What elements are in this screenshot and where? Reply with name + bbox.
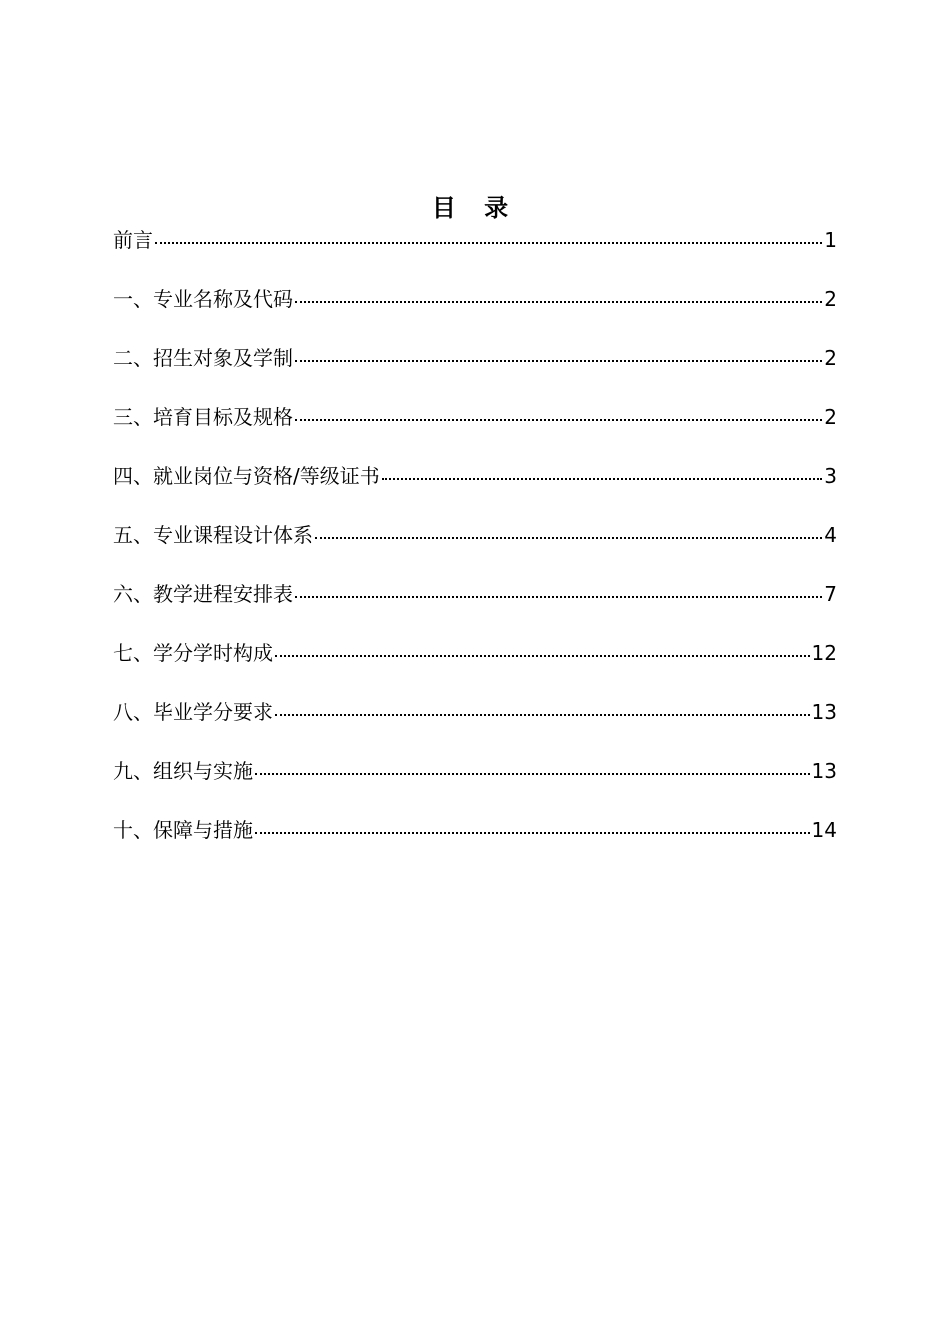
toc-entry-label: 八、毕业学分要求 xyxy=(113,700,273,724)
toc-entry-5[interactable] xyxy=(113,517,837,576)
toc-list xyxy=(113,222,837,871)
toc-entry-label: 七、学分学时构成 xyxy=(113,641,273,665)
toc-entry-4[interactable] xyxy=(113,458,837,517)
toc-dot-leader xyxy=(295,301,822,303)
toc-entry-page: 2 xyxy=(824,405,837,429)
toc-entry-10[interactable] xyxy=(113,812,837,871)
toc-entry-label: 四、就业岗位与资格/等级证书 xyxy=(113,464,380,488)
toc-entry-page: 2 xyxy=(824,346,837,370)
toc-entry-7[interactable] xyxy=(113,635,837,694)
toc-entry-3[interactable] xyxy=(113,399,837,458)
toc-dot-leader xyxy=(255,832,810,834)
toc-entry-label: 一、专业名称及代码 xyxy=(113,287,293,311)
toc-entry-label: 五、专业课程设计体系 xyxy=(113,523,313,547)
toc-entry-label: 前言 xyxy=(113,228,153,252)
toc-entry-label: 十、保障与措施 xyxy=(113,818,253,842)
toc-entry-page: 4 xyxy=(824,523,837,547)
toc-dot-leader xyxy=(382,478,823,480)
toc-dot-leader xyxy=(315,537,822,539)
toc-entry-1[interactable] xyxy=(113,281,837,340)
toc-dot-leader xyxy=(275,714,810,716)
toc-entry-label: 九、组织与实施 xyxy=(113,759,253,783)
toc-entry-preface[interactable] xyxy=(113,222,837,281)
toc-dot-leader xyxy=(295,419,822,421)
toc-title: 目 录 xyxy=(431,194,519,222)
toc-dot-leader xyxy=(295,596,822,598)
toc-entry-6[interactable] xyxy=(113,576,837,635)
toc-dot-leader xyxy=(275,655,810,657)
toc-dot-leader xyxy=(255,773,810,775)
toc-entry-page: 14 xyxy=(811,818,837,842)
toc-entry-2[interactable] xyxy=(113,340,837,399)
toc-entry-label: 六、教学进程安排表 xyxy=(113,582,293,606)
toc-entry-label: 三、培育目标及规格 xyxy=(113,405,293,429)
toc-dot-leader xyxy=(295,360,822,362)
toc-dot-leader xyxy=(155,242,822,244)
toc-entry-page: 2 xyxy=(824,287,837,311)
toc-entry-label: 二、招生对象及学制 xyxy=(113,346,293,370)
toc-entry-page: 3 xyxy=(824,464,837,488)
toc-entry-9[interactable] xyxy=(113,753,837,812)
toc-entry-page: 12 xyxy=(811,641,837,665)
toc-entry-page: 13 xyxy=(811,700,837,724)
toc-entry-page: 13 xyxy=(811,759,837,783)
toc-entry-page: 1 xyxy=(824,228,837,252)
toc-entry-8[interactable] xyxy=(113,694,837,753)
toc-entry-page: 7 xyxy=(824,582,837,606)
